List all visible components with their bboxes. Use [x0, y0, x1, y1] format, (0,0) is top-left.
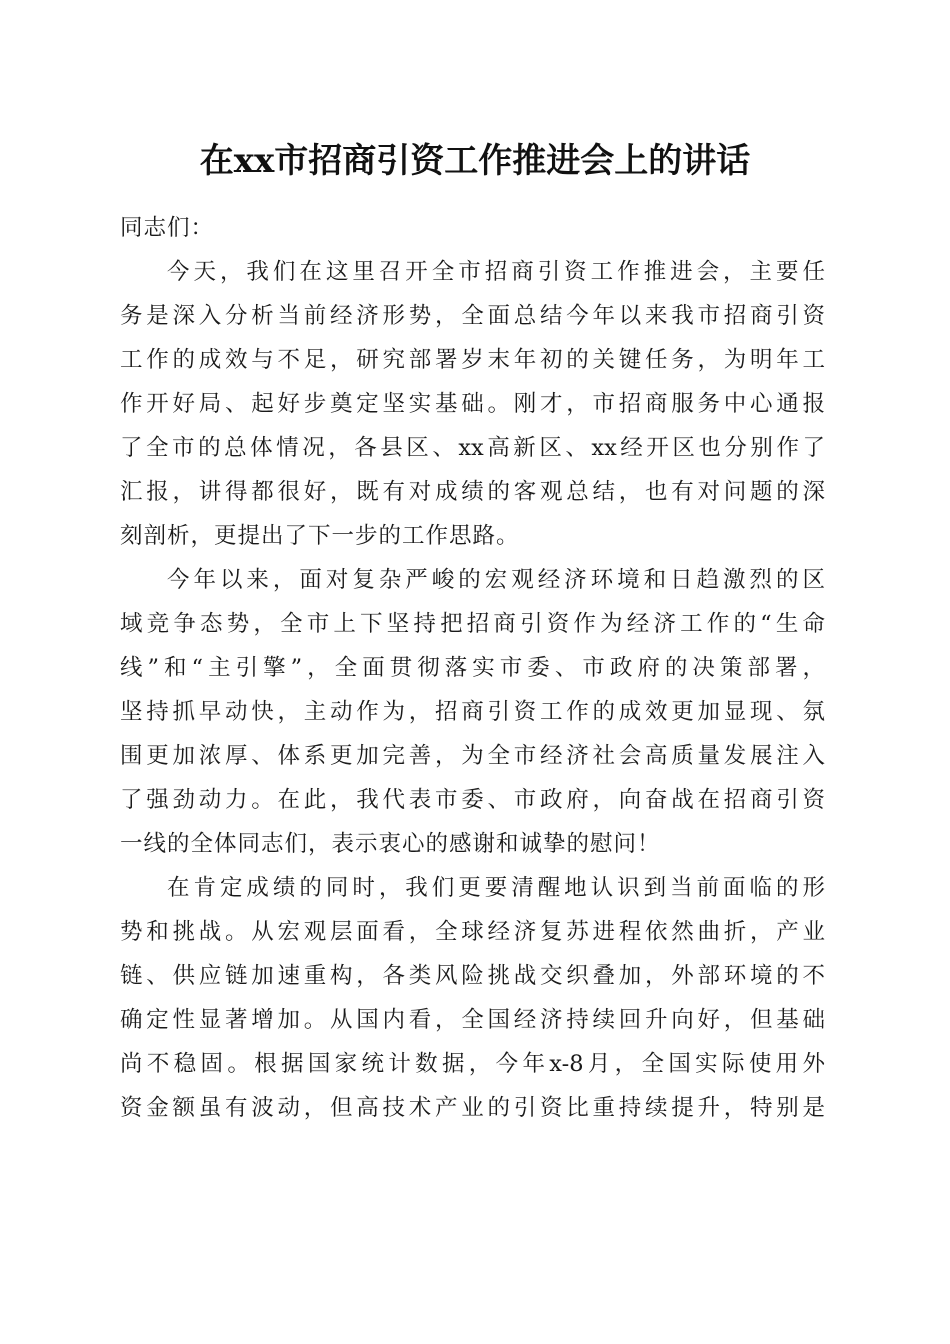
document-body	[120, 206, 825, 1130]
text-line: 了强劲动力。在此，我代表市委、市政府，向奋战在招商引资	[120, 787, 825, 813]
text-line: 链、供应链加速重构，各类风险挑战交织叠加，外部环境的不	[120, 963, 825, 989]
text-line: 资金额虽有波动，但高技术产业的引资比重持续提升，特别是	[120, 1095, 825, 1121]
text-line: 作开好局、起好步奠定坚实基础。刚才，市招商服务中心通报	[120, 391, 825, 417]
paragraph-1	[120, 250, 825, 558]
paragraph-3	[120, 866, 825, 1130]
text-line: 确定性显著增加。从国内看，全国经济持续回升向好，但基础	[120, 1007, 825, 1033]
salutation: 同志们：	[120, 215, 215, 241]
text-line: 线”和“主引擎”，全面贯彻落实市委、市政府的决策部署，	[120, 655, 825, 681]
text-line: 围更加浓厚、体系更加完善，为全市经济社会高质量发展注入	[120, 743, 825, 769]
text-line: 一线的全体同志们，表示衷心的感谢和诚挚的慰问！	[120, 831, 661, 857]
text-line: 坚持抓早动快，主动作为，招商引资工作的成效更加显现、氛	[120, 699, 825, 725]
text-line: 务是深入分析当前经济形势，全面总结今年以来我市招商引资	[120, 303, 825, 329]
text-line: 势和挑战。从宏观层面看，全球经济复苏进程依然曲折，产业	[120, 919, 825, 945]
text-line: 工作的成效与不足，研究部署岁末年初的关键任务，为明年工	[120, 347, 825, 373]
text-line: 尚不稳固。根据国家统计数据，今年x-8月，全国实际使用外	[120, 1051, 825, 1077]
text-line: 刻剖析，更提出了下一步的工作思路。	[120, 523, 520, 549]
text-line: 在肯定成绩的同时，我们更要清醒地认识到当前面临的形	[167, 875, 825, 901]
text-line: 汇报，讲得都很好，既有对成绩的客观总结，也有对问题的深	[120, 479, 825, 505]
text-line: 了全市的总体情况，各县区、xx高新区、xx经开区也分别作了	[120, 435, 825, 461]
text-line: 今年以来，面对复杂严峻的宏观经济环境和日趋激烈的区	[167, 567, 825, 593]
text-line: 今天，我们在这里召开全市招商引资工作推进会，主要任	[167, 259, 825, 285]
text-line: 域竞争态势，全市上下坚持把招商引资作为经济工作的“生命	[120, 611, 825, 637]
paragraph-2	[120, 558, 825, 866]
document-title: 在xx市招商引资工作推进会上的讲话	[199, 141, 751, 181]
